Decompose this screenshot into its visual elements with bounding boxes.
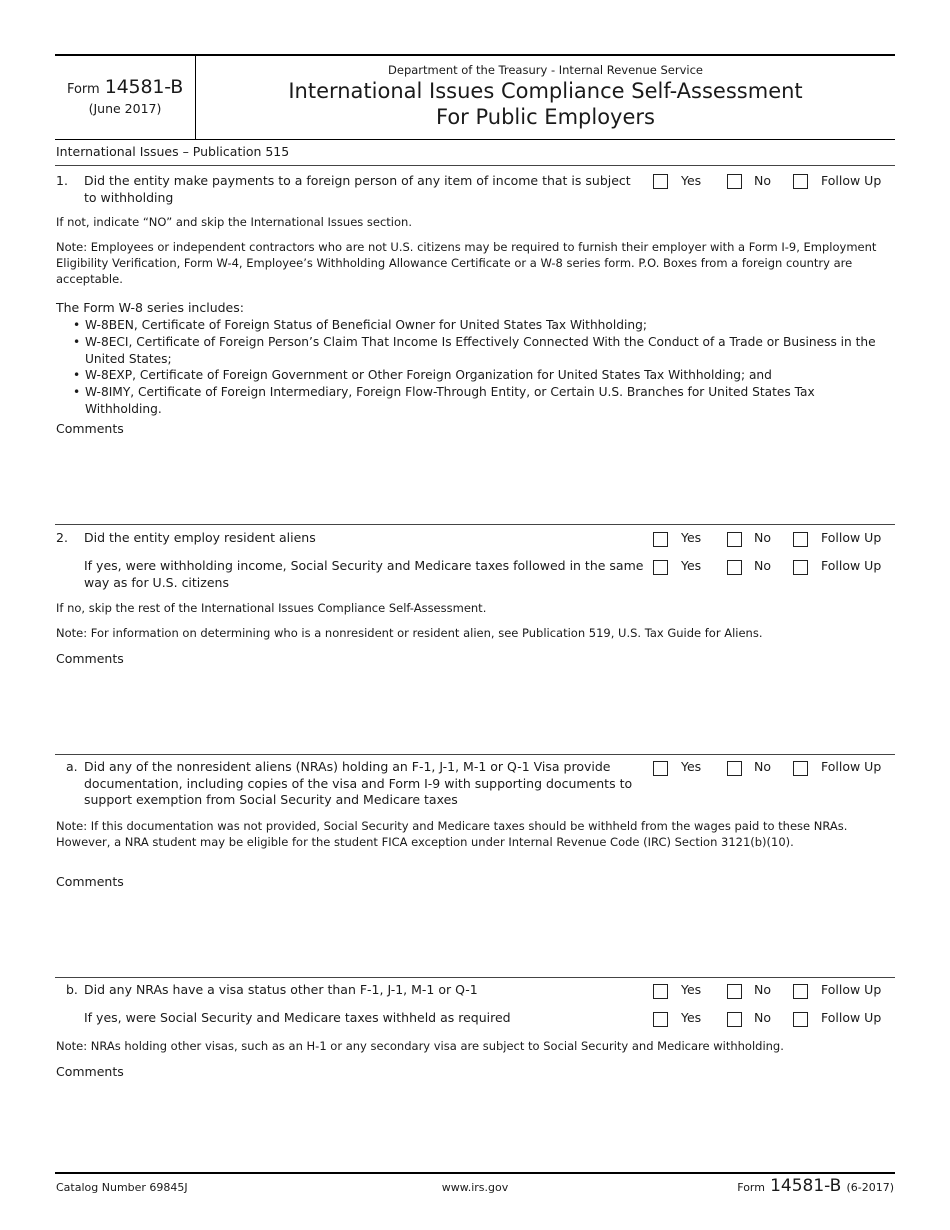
- qb-yes-checkbox[interactable]: [653, 984, 668, 999]
- q1-instruction: If not, indicate “NO” and skip the International Issues section.: [56, 215, 412, 229]
- qa-text: Did any of the nonresident aliens (NRAs) holding an F-1, J-1, M-1 or Q-1 Visa provide documentation, including copies of the visa and Form I-9 with supporting documents to support exemption from Social Security and Medicare taxes: [84, 759, 633, 807]
- q2-top-rule: [55, 524, 895, 525]
- qb-no-label: No: [754, 982, 771, 997]
- q1-comments-area[interactable]: [55, 438, 895, 522]
- agency: Department of the Treasury - Internal Revenue Service: [388, 63, 703, 77]
- qa-comments-area[interactable]: [55, 891, 895, 975]
- q2-comments-area[interactable]: [55, 668, 895, 752]
- qb-follow-up-checkbox[interactable]: [793, 984, 808, 999]
- q2-yes-checkbox[interactable]: [653, 532, 668, 547]
- title-line-1: International Issues Compliance Self-Assessment: [288, 79, 803, 103]
- q2-follow-up-label: Follow Up: [821, 530, 882, 545]
- q2-follow-up-checkbox[interactable]: [793, 532, 808, 547]
- q2-followup-follow-up-label: Follow Up: [821, 558, 882, 573]
- header-top-rule: [55, 54, 895, 56]
- q2-followup-no-checkbox[interactable]: [727, 560, 742, 575]
- website: www.irs.gov: [441, 1181, 509, 1194]
- q2-followup-follow-up-checkbox[interactable]: [793, 560, 808, 575]
- qa-top-rule: [55, 754, 895, 755]
- page-title: [196, 78, 895, 130]
- q2-instruction: If no, skip the rest of the International Issues Compliance Self-Assessment.: [56, 601, 487, 615]
- qb-followup-follow-up-label: Follow Up: [821, 1010, 882, 1025]
- footer-revision: (6-2017): [846, 1181, 894, 1194]
- q1-yes-checkbox[interactable]: [653, 174, 668, 189]
- header-bottom-rule: [55, 139, 895, 140]
- qb-followup-yes-label: Yes: [681, 1010, 702, 1025]
- q1-follow-up-label: Follow Up: [821, 173, 882, 188]
- q2-text: Did the entity employ resident aliens: [84, 530, 316, 545]
- title-line-2: For Public Employers: [436, 105, 655, 129]
- q2-no-label: No: [754, 530, 771, 545]
- q1-yes-label: Yes: [681, 173, 702, 188]
- qa-yes-checkbox[interactable]: [653, 761, 668, 776]
- w8-list-item: • W-8BEN, Certificate of Foreign Status of Beneficial Owner for United States Tax Withholding;: [56, 317, 886, 334]
- qa-comments-label: Comments: [56, 874, 124, 889]
- qa-follow-up-label: Follow Up: [821, 759, 882, 774]
- q2-comments-label: Comments: [56, 651, 124, 666]
- q1-text: Did the entity make payments to a foreign person of any item of income that is subject to withholding: [84, 173, 631, 205]
- w8-list-item: • W-8EXP, Certificate of Foreign Government or Other Foreign Organization for United States Tax Withholding; and: [56, 367, 886, 384]
- form-date: (June 2017): [88, 101, 162, 116]
- catalog-number: Catalog Number 69845J: [56, 1181, 188, 1194]
- footer-form-id: [737, 1176, 894, 1196]
- q1-no-label: No: [754, 173, 771, 188]
- form-label: Form: [66, 82, 100, 97]
- q2-followup-yes-checkbox[interactable]: [653, 560, 668, 575]
- qa-yes-label: Yes: [681, 759, 702, 774]
- q2-number: 2.: [56, 530, 68, 545]
- q2-note: Note: For information on determining who is a nonresident or resident alien, see Publication 519, U.S. Tax Guide for Aliens.: [56, 626, 763, 640]
- section-rule: [55, 165, 895, 166]
- footer-form-number: 14581-B: [770, 1176, 842, 1196]
- qa-note: Note: If this documentation was not provided, Social Security and Medicare taxes should be withheld from the wages paid to these NRAs. However, a NRA student may be eligible for the student FICA exception under Internal Revenue Code (IRC) Section 3121(b)(10).: [56, 819, 848, 849]
- w8-list-item: • W-8ECI, Certificate of Foreign Person’s Claim That Income Is Effectively Connected With the Conduct of a Trade or Business in the United States;: [56, 334, 886, 368]
- form-id: [55, 76, 195, 98]
- footer-form-label: Form: [737, 1181, 765, 1194]
- qb-yes-label: Yes: [681, 982, 702, 997]
- qb-followup-follow-up-checkbox[interactable]: [793, 1012, 808, 1027]
- qa-letter: a.: [66, 759, 78, 774]
- q1-follow-up-checkbox[interactable]: [793, 174, 808, 189]
- qb-no-checkbox[interactable]: [727, 984, 742, 999]
- qb-top-rule: [55, 977, 895, 978]
- footer-rule: [55, 1172, 895, 1174]
- qb-note: Note: NRAs holding other visas, such as an H-1 or any secondary visa are subject to Social Security and Medicare withholding.: [56, 1039, 784, 1053]
- qb-comments-area[interactable]: [55, 1081, 895, 1169]
- w8-list-item: • W-8IMY, Certificate of Foreign Intermediary, Foreign Flow-Through Entity, or Certain U.S. Branches for United States Tax Withholding.: [56, 384, 886, 418]
- section-title: International Issues – Publication 515: [56, 144, 290, 159]
- q2-followup-yes-label: Yes: [681, 558, 702, 573]
- form-number: 14581-B: [104, 76, 184, 98]
- qb-followup-yes-checkbox[interactable]: [653, 1012, 668, 1027]
- q1-note: Note: Employees or independent contractors who are not U.S. citizens may be required to furnish their employer with a Form I-9, Employment Eligibility Verification, Form W-4, Employee’s Withholding Allowance Certificate or a W-8 series form. P.O. Boxes from a foreign country are acceptable.: [56, 240, 877, 286]
- q1-comments-label: Comments: [56, 421, 124, 436]
- qa-follow-up-checkbox[interactable]: [793, 761, 808, 776]
- w8-list: [56, 317, 886, 418]
- qb-comments-label: Comments: [56, 1064, 124, 1079]
- qb-text: Did any NRAs have a visa status other than F-1, J-1, M-1 or Q-1: [84, 982, 478, 997]
- qa-no-checkbox[interactable]: [727, 761, 742, 776]
- qb-followup-no-label: No: [754, 1010, 771, 1025]
- qa-no-label: No: [754, 759, 771, 774]
- q2-yes-label: Yes: [681, 530, 702, 545]
- q1-no-checkbox[interactable]: [727, 174, 742, 189]
- q2-followup-no-label: No: [754, 558, 771, 573]
- qb-followup-no-checkbox[interactable]: [727, 1012, 742, 1027]
- q2-no-checkbox[interactable]: [727, 532, 742, 547]
- q2-followup-text: If yes, were withholding income, Social Security and Medicare taxes followed in the same way as for U.S. citizens: [84, 558, 644, 590]
- qb-follow-up-label: Follow Up: [821, 982, 882, 997]
- q1-number: 1.: [56, 173, 68, 188]
- qb-followup-text: If yes, were Social Security and Medicare taxes withheld as required: [84, 1010, 511, 1025]
- w8-intro: The Form W-8 series includes:: [56, 300, 244, 315]
- qb-letter: b.: [66, 982, 78, 997]
